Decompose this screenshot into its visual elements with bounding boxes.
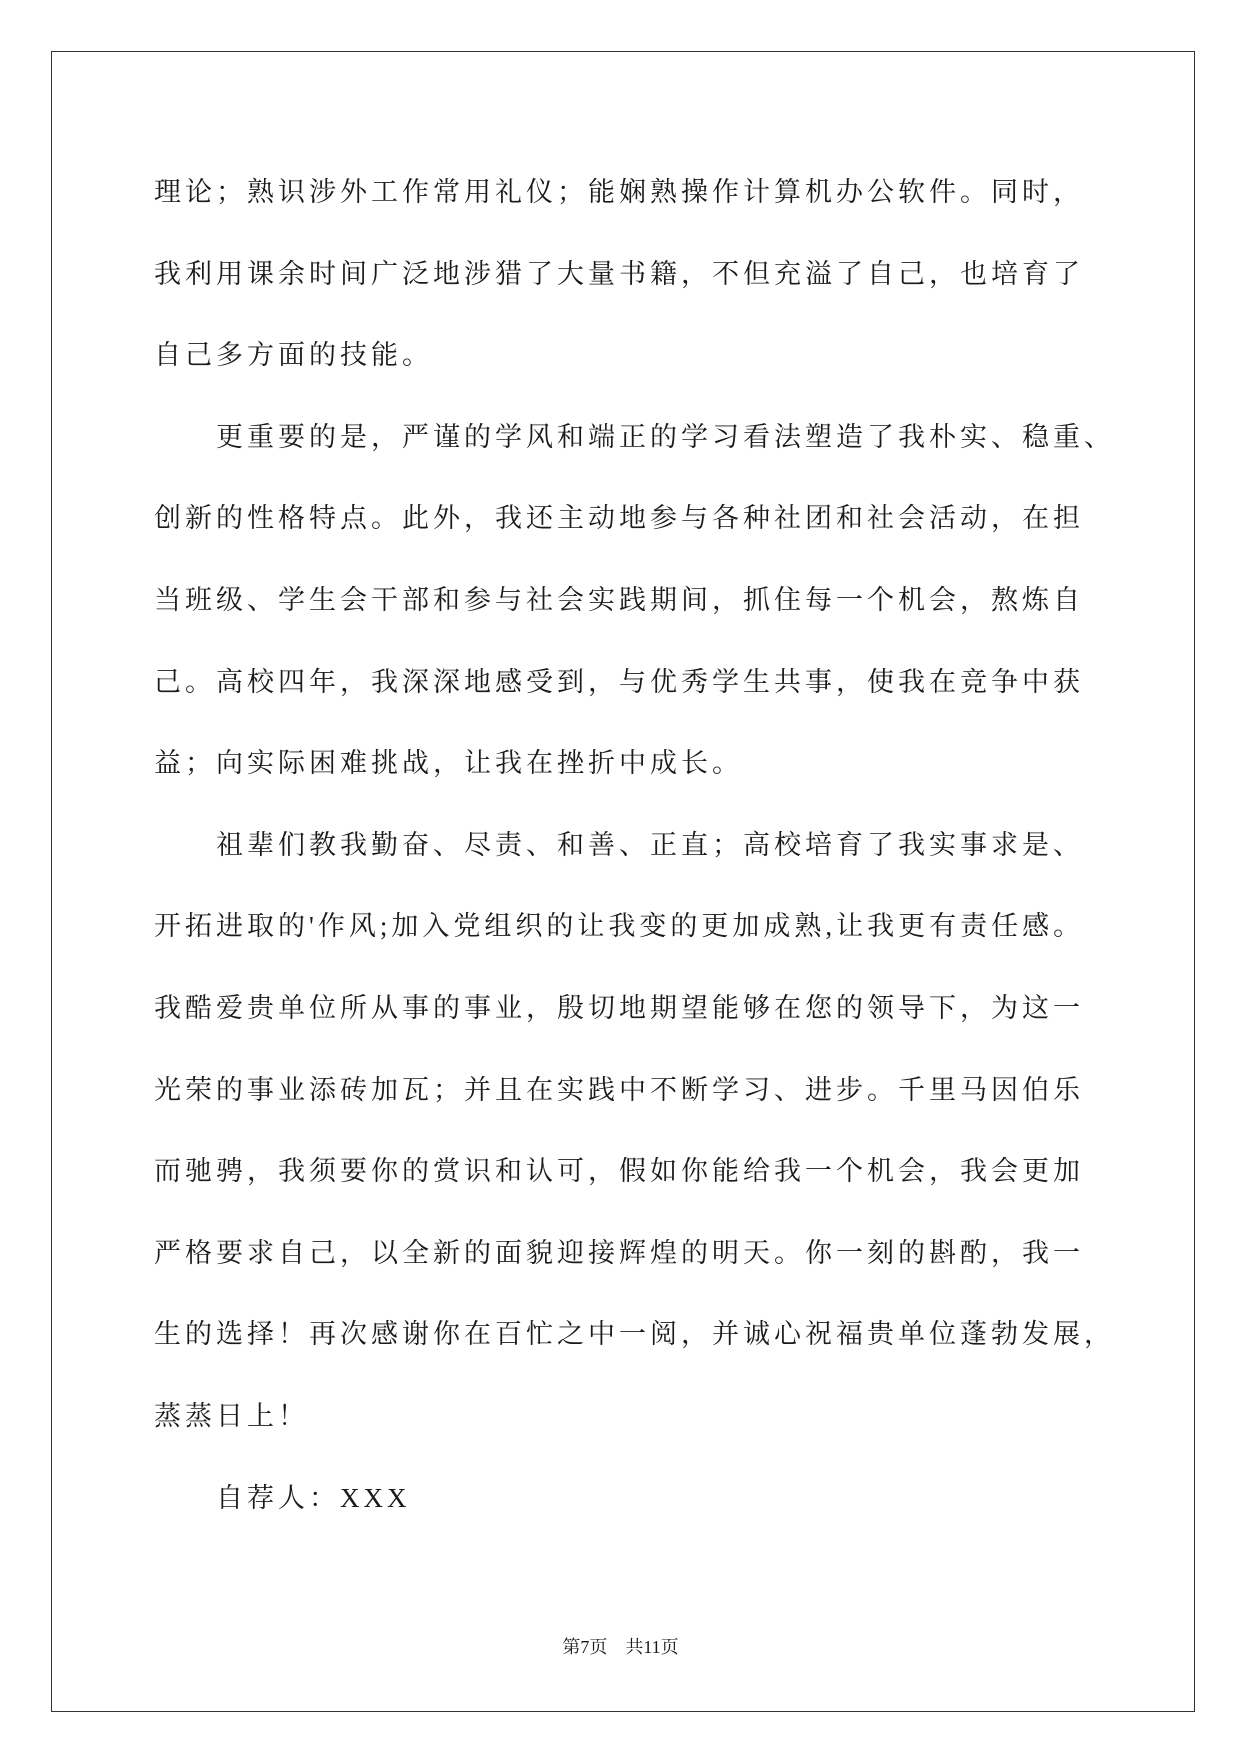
signature-paragraph — [154, 1458, 1184, 1540]
document-body — [154, 152, 1184, 1539]
signature-line: 自荐人：XXX — [216, 1482, 411, 1513]
text-line: 开拓进取的'作风;加入党组织的让我变的更加成熟,让我更有责任感。 — [154, 911, 1085, 942]
paragraph — [154, 152, 1184, 397]
text-line: 更重要的是，严谨的学风和端正的学习看法塑造了我朴实、稳重、 — [216, 421, 1115, 452]
text-line: 光荣的事业添砖加瓦；并且在实践中不断学习、进步。千里马因伯乐 — [154, 1074, 1084, 1105]
text-line: 严格要求自己，以全新的面貌迎接辉煌的明天。你一刻的斟酌，我一 — [154, 1237, 1084, 1268]
text-line: 理论；熟识涉外工作常用礼仪；能娴熟操作计算机办公软件。同时， — [154, 177, 1084, 207]
text-line: 己。高校四年，我深深地感受到，与优秀学生共事，使我在竞争中获 — [154, 666, 1084, 697]
text-line: 而驰骋，我须要你的赏识和认可，假如你能给我一个机会，我会更加 — [154, 1156, 1084, 1187]
text-line: 我利用课余时间广泛地涉猎了大量书籍，不但充溢了自己，也培育了 — [154, 258, 1084, 289]
text-line: 我酷爱贵单位所从事的事业，殷切地期望能够在您的领导下，为这一 — [154, 992, 1084, 1023]
text-line: 祖辈们教我勤奋、尽责、和善、正直；高校培育了我实事求是、 — [216, 829, 1084, 860]
text-line: 自己多方面的技能。 — [154, 340, 433, 371]
text-line: 当班级、学生会干部和参与社会实践期间，抓住每一个机会，熬炼自 — [154, 584, 1084, 615]
text-line: 生的选择！再次感谢你在百忙之中一阅，并诚心祝福贵单位蓬勃发展， — [154, 1319, 1115, 1350]
text-line: 益；向实际困难挑战，让我在挫折中成长。 — [154, 748, 743, 779]
paragraph — [154, 805, 1184, 1458]
page-number-footer: 第7页 共11页 — [562, 1637, 679, 1657]
paragraph — [154, 397, 1184, 805]
text-line: 蒸蒸日上！ — [154, 1400, 309, 1431]
text-line: 创新的性格特点。此外，我还主动地参与各种社团和社会活动，在担 — [154, 503, 1084, 534]
